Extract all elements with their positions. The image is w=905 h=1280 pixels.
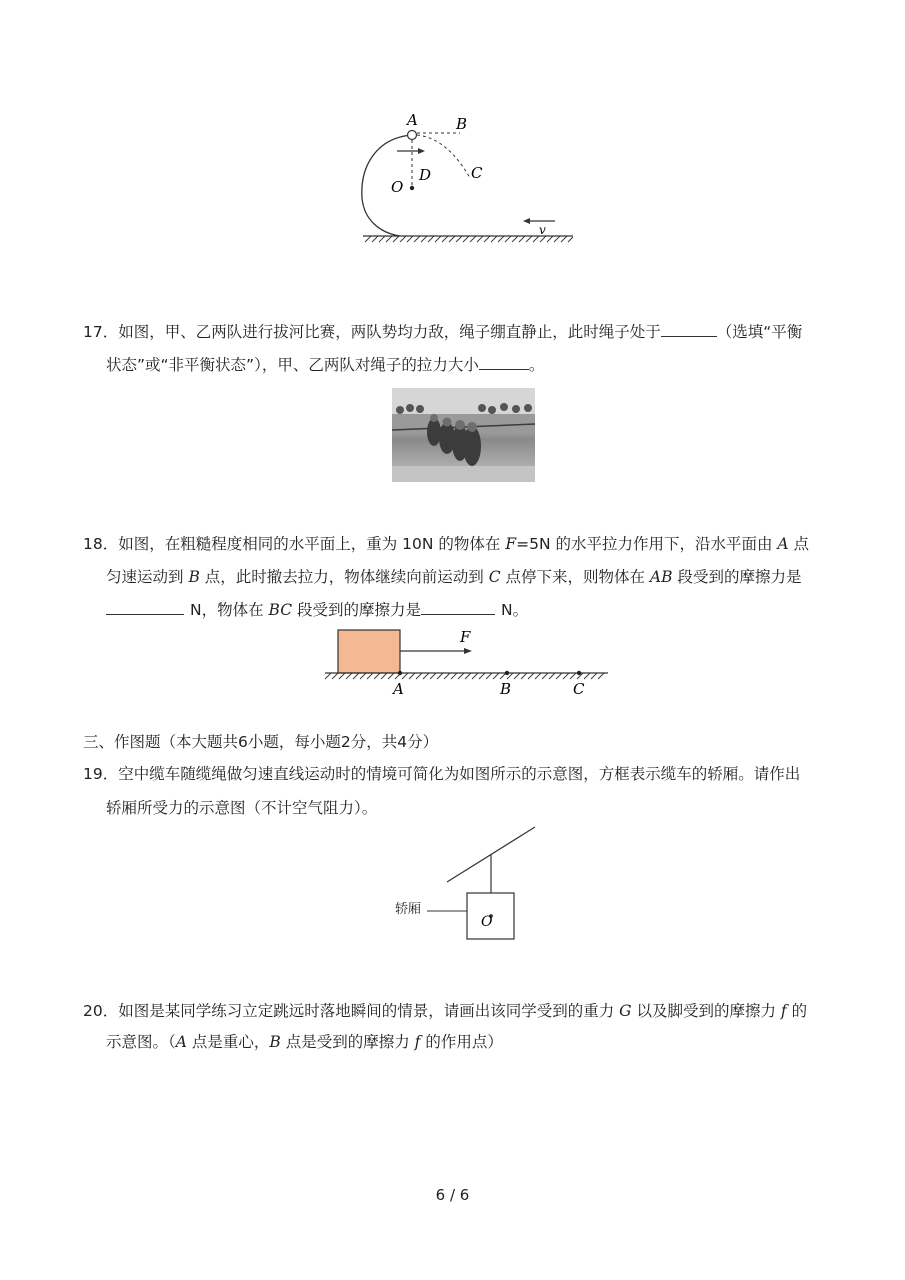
q18-line2 [106, 566, 801, 588]
q18-var-AB: AB [649, 568, 673, 586]
q18-text: 点停下来，则物体在 [500, 568, 650, 586]
q18-var-C: C [488, 568, 501, 586]
q20-text: 的作用点） [420, 1033, 503, 1051]
ground-arrowhead [523, 218, 530, 224]
loop-track-figure [355, 108, 585, 248]
q18-var-F: F [505, 535, 517, 553]
q18-text: N，物体在 [190, 601, 269, 619]
q18-blank2[interactable] [421, 600, 495, 615]
q18-text: 段受到的摩擦力是 [672, 568, 802, 586]
q17-text2-end: 。 [528, 356, 545, 374]
ball-A [408, 131, 417, 140]
q18-text: N。 [501, 601, 529, 619]
q20-text: 以及脚受到的摩擦力 [631, 1002, 781, 1020]
q20-line1 [83, 1000, 807, 1022]
q20-var-f: f [780, 1002, 787, 1020]
q19-line2: 轿厢所受力的示意图（不计空气阻力）。 [106, 799, 378, 817]
q20-text: 点是受到的摩擦力 [280, 1033, 415, 1051]
block [338, 630, 400, 673]
section3-title: 三、作图题（本大题共6小题，每小题2分，共4分） [83, 733, 439, 751]
q17-blank2[interactable] [479, 355, 529, 370]
label-O: O [391, 178, 404, 196]
q18-text: 匀速运动到 [106, 568, 189, 586]
point-B [505, 671, 509, 675]
point-O [410, 186, 414, 190]
label-C: C [471, 164, 483, 182]
block-surface-figure [320, 622, 615, 702]
q17-text2: 状态”或“非平衡状态”），甲、乙两队对绳子的拉力大小 [106, 356, 479, 374]
q17-line1 [83, 321, 802, 343]
q20-line2 [106, 1031, 503, 1053]
label-D: D [419, 166, 432, 184]
q20-text: 20．如图是某同学练习立定跳远时落地瞬间的情景，请画出该同学受到的重力 [83, 1002, 620, 1020]
surface-hatching [325, 673, 604, 679]
tug-of-war-photo [392, 388, 535, 482]
cabin-label: 轿厢 [395, 902, 422, 917]
q18-text: 点 [788, 535, 810, 553]
q20-text: 点是重心， [186, 1033, 270, 1051]
label-B: B [456, 115, 468, 133]
q20-text: 的 [786, 1002, 808, 1020]
velocity-arrowhead [418, 148, 425, 154]
q18-text: 点，此时撤去拉力，物体继续向前运动到 [199, 568, 489, 586]
page-number: 6 / 6 [435, 1186, 470, 1204]
q20-var-A: A [175, 1033, 187, 1051]
q20-var-f: f [414, 1033, 421, 1051]
label-v: v [539, 223, 546, 237]
q18-var-BC: BC [268, 601, 293, 619]
q18-line3 [106, 599, 528, 621]
q18-text: 段受到的摩擦力是 [292, 601, 422, 619]
q19-line1: 19．空中缆车随缆绳做匀速直线运动时的情境可简化为如图所示的示意图，方框表示缆车的轿厢。请作出 [83, 765, 801, 783]
point-C [577, 671, 581, 675]
label-O: O [481, 914, 493, 930]
label-B: B [500, 680, 512, 698]
q18-blank1[interactable] [106, 600, 184, 615]
q20-var-G: G [619, 1002, 632, 1020]
q18-text: =5N 的水平拉力作用下，沿水平面由 [516, 535, 778, 553]
force-arrowhead [464, 648, 472, 654]
cable-car-figure [390, 822, 540, 944]
q18-text: 18．如图，在粗糙程度相同的水平面上，重为 10N 的物体在 [83, 535, 506, 553]
q20-var-B: B [269, 1033, 281, 1051]
q17-line2 [106, 354, 544, 376]
q18-line1 [83, 533, 809, 555]
label-A: A [407, 111, 418, 129]
label-A: A [393, 680, 404, 698]
q20-text: 示意图。（ [106, 1033, 176, 1051]
q18-var-A: A [777, 535, 789, 553]
label-C: C [573, 680, 585, 698]
q17-text1: 17．如图，甲、乙两队进行拔河比赛，两队势均力敌，绳子绷直静止，此时绳子处于 [83, 323, 661, 341]
point-A [398, 671, 402, 675]
label-F: F [460, 628, 471, 646]
q17-text1-end: （选填“平衡 [716, 323, 803, 341]
q17-blank1[interactable] [661, 322, 717, 337]
q18-var-B: B [188, 568, 200, 586]
loop-track-curve [362, 135, 412, 236]
